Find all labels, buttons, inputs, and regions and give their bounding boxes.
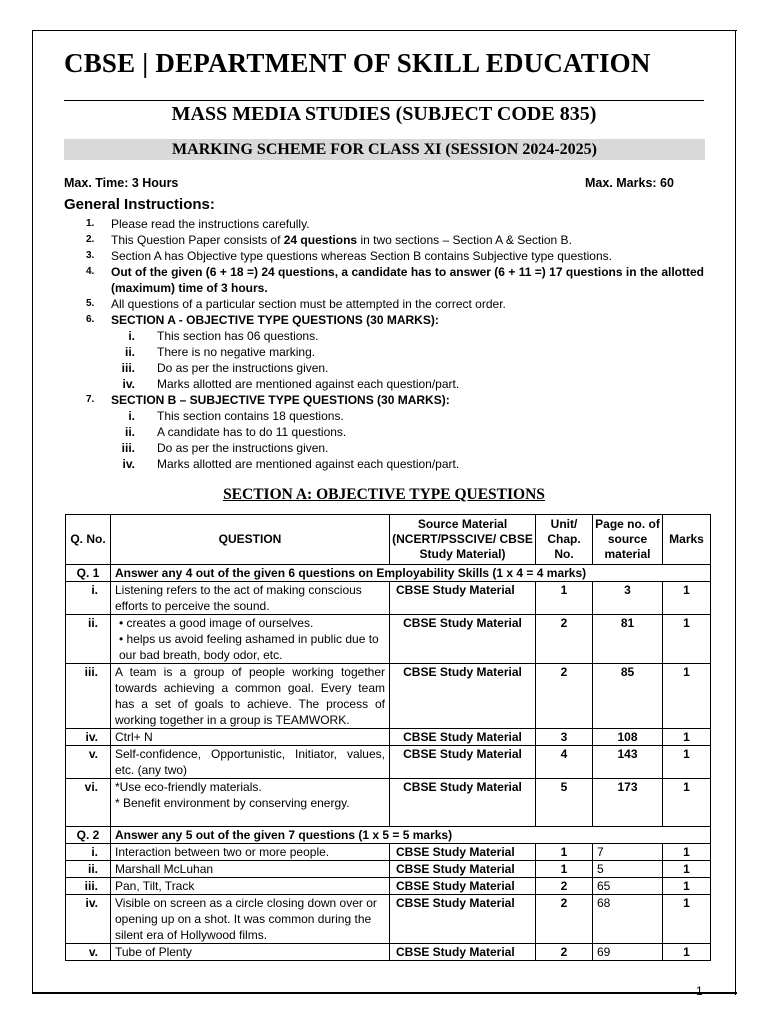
instruction-item: 4. Out of the given (6 + 18 =) 24 questions, a candidate has to answer (6 + 11 =) 17 questions in the allotted (maximum) time of 3 hours.	[86, 265, 704, 295]
table-row: iv. Ctrl+ N CBSE Study Material 3 108 1	[66, 729, 711, 746]
table-row: i. Listening refers to the act of making conscious efforts to perceive the sound. CBSE Study Material 1 3 1	[66, 582, 711, 615]
instruction-item: 5. All questions of a particular section must be attempted in the correct order.	[86, 297, 506, 311]
table-row: ii. • creates a good image of ourselves. • helps us avoid feeling ashamed in public due to our bad breath, body odor, etc. CBSE Study Material 2 81 1	[66, 615, 711, 664]
section-b-sublist	[111, 408, 704, 472]
sub-item: ii. There is no negative marking.	[124, 345, 316, 359]
max-marks: Max. Marks: 60	[585, 176, 674, 190]
sub-item: ii. A candidate has to do 11 questions.	[124, 425, 347, 439]
question-group-row	[66, 827, 711, 844]
instruction-item: 1. Please read the instructions carefully.	[86, 217, 310, 231]
sub-item: iii. Do as per the instructions given.	[121, 441, 329, 455]
section-a-title: SECTION A: OBJECTIVE TYPE QUESTIONS	[223, 486, 545, 503]
marking-scheme-banner: MARKING SCHEME FOR CLASS XI (SESSION 2024-2025)	[64, 139, 705, 160]
sub-item: iii. Do as per the instructions given.	[121, 361, 329, 375]
question-number: Q. 2	[66, 827, 111, 844]
subject-heading: MASS MEDIA STUDIES (SUBJECT CODE 835)	[171, 103, 597, 125]
header-marks: Marks	[663, 515, 711, 565]
table-row: ii. Marshall McLuhan CBSE Study Material 1 5 1	[66, 861, 711, 878]
instruction-item: 3. Section A has Objective type questions whereas Section B contains Subjective type questions.	[86, 249, 612, 263]
document-title: CBSE | DEPARTMENT OF SKILL EDUCATION	[64, 48, 651, 78]
sub-item: i. This section contains 18 questions.	[128, 409, 344, 423]
table-row: iv. Visible on screen as a circle closing down over or opening up on a shot. It was common during the silent era of Hollywood films. CBSE Study Material 2 68 1	[66, 895, 711, 944]
question-instruction: Answer any 5 out of the given 7 questions (1 x 5 = 5 marks)	[111, 827, 711, 844]
question-group-row	[66, 565, 711, 582]
page-number: 1	[696, 984, 703, 998]
marking-scheme-table	[65, 514, 711, 961]
instructions-list	[64, 216, 704, 472]
instruction-item: 2. This Question Paper consists of 24 questions in two sections – Section A & Section B.	[86, 233, 572, 247]
table-header-row	[66, 515, 711, 565]
page-border-right	[735, 30, 736, 995]
table-row: v. Self-confidence, Opportunistic, Initiator, values, etc. (any two) CBSE Study Material 4 143 1	[66, 746, 711, 779]
header-page: Page no. of source material	[593, 515, 663, 565]
table-row: v. Tube of Plenty CBSE Study Material 2 69 1	[66, 944, 711, 961]
header-question: QUESTION	[111, 515, 390, 565]
instruction-item: 7. SECTION B – SUBJECTIVE TYPE QUESTIONS (30 MARKS): i. This section contains 18 questions. ii. A candidate has to do 11 questions. iii. Do as per the instructions given. iv. Marks allotted are mentioned against each question/part.	[64, 392, 704, 472]
sub-item: iv. Marks allotted are mentioned against each question/part.	[122, 377, 460, 391]
header-qno: Q. No.	[66, 515, 111, 565]
question-number: Q. 1	[66, 565, 111, 582]
table-row: vi. *Use eco-friendly materials. * Benefit environment by conserving energy. CBSE Study Material 5 173 1	[66, 779, 711, 827]
general-instructions-heading: General Instructions:	[64, 196, 215, 213]
sub-item: iv. Marks allotted are mentioned against each question/part.	[122, 457, 460, 471]
section-a-sublist	[111, 328, 704, 392]
table-row: iii. A team is a group of people working together towards achieving a common goal. Every team has a set of goals to achieve. The process of working together in a group is TEAMWORK. CBSE Study Material 2 85 1	[66, 664, 711, 729]
table-row: i. Interaction between two or more people. CBSE Study Material 1 7 1	[66, 844, 711, 861]
sub-item: i. This section has 06 questions.	[128, 329, 319, 343]
header-unit: Unit/ Chap. No.	[536, 515, 593, 565]
table-row: iii. Pan, Tilt, Track CBSE Study Material 2 65 1	[66, 878, 711, 895]
title-rule	[64, 100, 704, 101]
header-source: Source Material (NCERT/PSSCIVE/ CBSE Study Material)	[390, 515, 536, 565]
question-instruction: Answer any 4 out of the given 6 questions on Employability Skills (1 x 4 = 4 marks)	[111, 565, 711, 582]
instruction-item: 6. SECTION A - OBJECTIVE TYPE QUESTIONS (30 MARKS): i. This section has 06 questions. ii. There is no negative marking. iii. Do as per the instructions given. iv. Marks allotted are mentioned against each question/part.	[64, 312, 704, 392]
max-time: Max. Time: 3 Hours	[64, 176, 179, 190]
page-border-bottom	[32, 993, 737, 994]
